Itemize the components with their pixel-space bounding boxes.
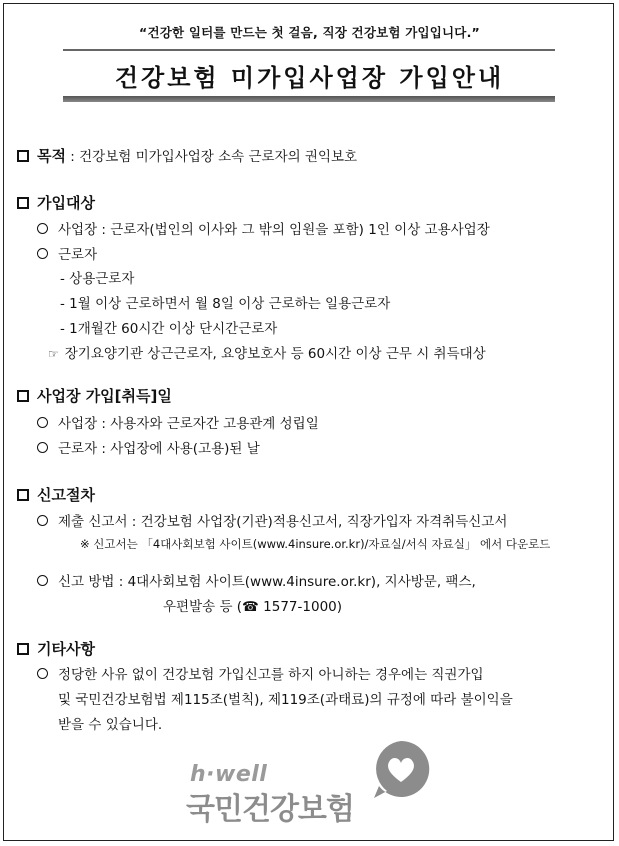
- circle-bullet-icon: [37, 515, 48, 526]
- eligibility-sub-1: - 상용근로자: [60, 271, 135, 287]
- section-procedure-heading: 신고절차: [17, 484, 95, 505]
- eligibility-sub-2: - 1월 이상 근로하면서 월 8일 이상 근로하는 일용근로자: [60, 296, 391, 312]
- checkbox-square-icon: [17, 489, 29, 501]
- slogan: “건강한 일터를 만드는 첫 걸음, 직장 건강보험 가입입니다.”: [139, 25, 480, 40]
- title-rule-top: [63, 49, 555, 51]
- other-line-3: 받을 수 있습니다.: [58, 717, 163, 733]
- page-title: 건강보험 미가입사업장 가입안내: [114, 64, 505, 92]
- eligibility-sub-3: - 1개월간 60시간 이상 단시간근로자: [60, 321, 278, 337]
- checkbox-square-icon: [17, 390, 29, 402]
- circle-bullet-icon: [37, 223, 48, 234]
- circle-bullet-icon: [37, 668, 48, 679]
- purpose-heading: 목적: [37, 147, 66, 165]
- procedure-method: 신고 방법 : 4대사회보험 사이트(www.4insure.or.kr), 지사방문, 팩스,: [37, 570, 476, 590]
- section-purpose: [17, 145, 357, 166]
- section-eligibility-heading: 가입대상: [17, 192, 95, 213]
- heart-logo-icon: [370, 738, 432, 800]
- circle-bullet-icon: [37, 442, 48, 453]
- pointing-hand-icon: ☞: [48, 347, 59, 361]
- circle-bullet-icon: [37, 575, 48, 586]
- section-other-heading: 기타사항: [17, 638, 95, 659]
- other-line-1: 정당한 사유 없이 건강보험 가입신고를 하지 아니하는 경우에는 직권가입: [37, 663, 484, 683]
- eligibility-note: ☞ 장기요양기관 상근근로자, 요양보호사 등 60시간 이상 근무 시 취득대상: [48, 346, 486, 362]
- circle-bullet-icon: [37, 417, 48, 428]
- eligibility-worker: 근로자: [37, 243, 97, 263]
- enroll-date-workplace: 사업장 : 사용자와 근로자간 고용관계 성립일: [37, 412, 319, 432]
- other-line-2: 및 국민건강보험법 제115조(벌칙), 제119조(과태료)의 규정에 따라 불이익을: [58, 692, 513, 708]
- checkbox-square-icon: [17, 643, 29, 655]
- enroll-date-worker: 근로자 : 사업장에 사용(고용)된 날: [37, 437, 260, 457]
- eligibility-workplace: 사업장 : 근로자(법인의 이사와 그 밖의 임원을 포함) 1인 이상 고용사업장: [37, 218, 490, 238]
- circle-bullet-icon: [37, 248, 48, 259]
- logo-brand-ko: 국민건강보험: [186, 792, 354, 827]
- procedure-method-2: 우편발송 등 (☎ 1577-1000): [163, 599, 343, 615]
- purpose-text: : 건강보험 미가입사업장 소속 근로자의 권익보호: [65, 149, 358, 165]
- title-rule-bottom: [63, 96, 555, 102]
- checkbox-square-icon: [17, 150, 29, 162]
- logo-brand-en: h·well: [190, 762, 268, 787]
- checkbox-square-icon: [17, 197, 29, 209]
- procedure-docs-note: ※ 신고서는 「4대사회보험 사이트(www.4insure.or.kr)/자료실/서식 자료실」 에서 다운로드: [80, 537, 551, 551]
- section-enroll-date-heading: 사업장 가입[취득]일: [17, 385, 172, 406]
- procedure-docs: 제출 신고서 : 건강보험 사업장(기관)적용신고서, 직장가입자 자격취득신고서: [37, 510, 507, 530]
